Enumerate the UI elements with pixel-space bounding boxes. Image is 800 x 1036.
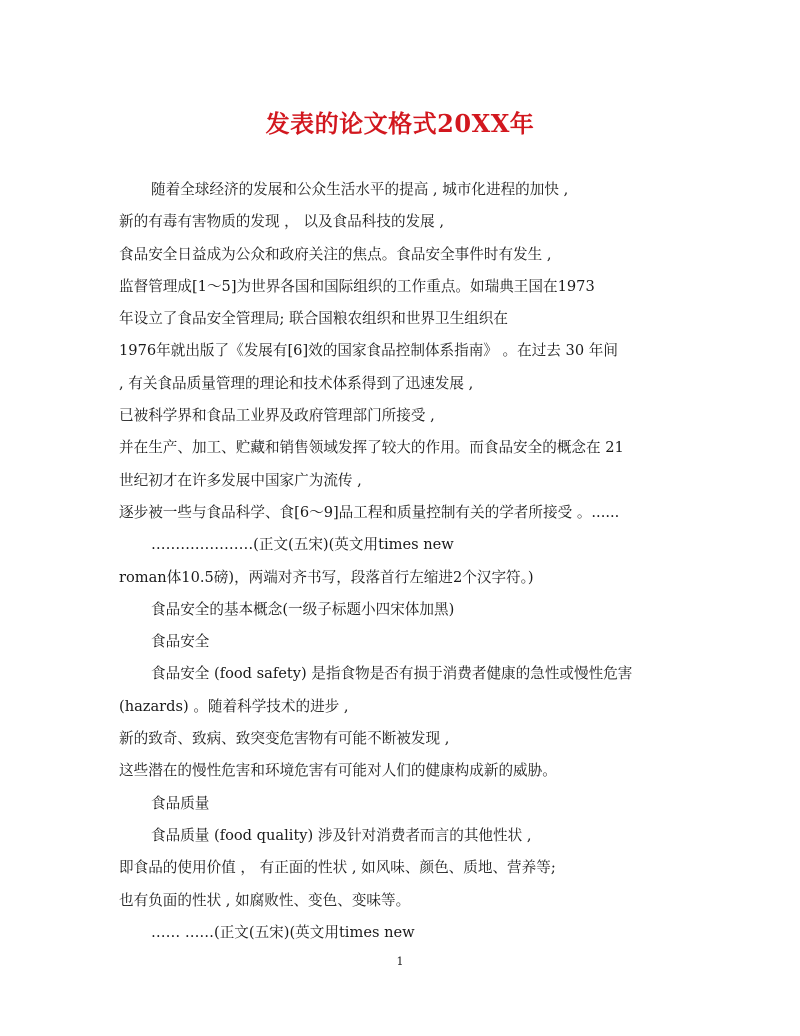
document-body — [119, 174, 699, 949]
body-line: roman体10.5磅)，两端对齐书写，段落首行左缩进2个汉字符。) — [119, 568, 534, 586]
body-line: 年设立了食品安全管理局; 联合国粮农组织和世界卫生组织在 — [119, 310, 508, 328]
page-number: 1 — [396, 955, 404, 968]
body-line: 新的致奇、致病、致突变危害物有可能不断被发现 , — [119, 730, 450, 748]
body-line: 逐步被一些与食品科学、食[6～9]品工程和质量控制有关的学者所接受 。...... — [119, 503, 620, 521]
body-line: 随着全球经济的发展和公众生活水平的提高 , 城市化进程的加快 , — [151, 181, 569, 198]
body-line: 食品安全的基本概念(一级子标题小四宋体加黑) — [151, 600, 455, 618]
body-line: (hazards) 。随着科学技术的进步 , — [119, 697, 349, 715]
body-line: , 有关食品质量管理的理论和技术体系得到了迅速发展 , — [119, 374, 474, 392]
body-line: 并在生产、加工、贮藏和销售领域发挥了较大的作用。而食品安全的概念在 21 — [119, 439, 624, 457]
body-line: 食品安全日益成为公众和政府关注的焦点。食品安全事件时有发生 , — [119, 245, 552, 263]
body-line: 食品质量 — [151, 794, 210, 812]
body-line: …… ……(正文(五宋)(英文用times new — [151, 923, 415, 941]
body-line: 这些潜在的慢性危害和环境危害有可能对人们的健康构成新的威胁。 — [119, 762, 557, 780]
body-line: 食品质量 (food quality) 涉及针对消费者而言的其他性状 , — [151, 826, 532, 844]
body-line: 食品安全 — [151, 633, 210, 651]
body-line: 也有负面的性状 , 如腐败性、变色、变味等。 — [119, 891, 411, 909]
body-line: …………………(正文(五宋)(英文用times new — [151, 536, 454, 554]
body-line: 1976年就出版了《发展有[6]效的国家食品控制体系指南》 。在过去 30 年间 — [119, 342, 618, 360]
body-line: 监督管理成[1～5]为世界各国和国际组织的工作重点。如瑞典王国在1973 — [119, 277, 595, 295]
body-line: 即食品的使用价值 ， 有正面的性状 , 如风味、颜色、质地、营养等; — [119, 859, 556, 877]
body-line: 已被科学界和食品工业界及政府管理部门所接受 , — [119, 407, 435, 425]
body-line: 世纪初才在许多发展中国家广为流传 , — [119, 471, 362, 489]
document-title: 发表的论文格式20XX年 — [265, 109, 535, 138]
body-line: 新的有毒有害物质的发现 ， 以及食品科技的发展 , — [119, 213, 445, 231]
body-line: 食品安全 (food safety) 是指食物是否有损于消费者健康的急性或慢性危害 — [151, 665, 633, 683]
